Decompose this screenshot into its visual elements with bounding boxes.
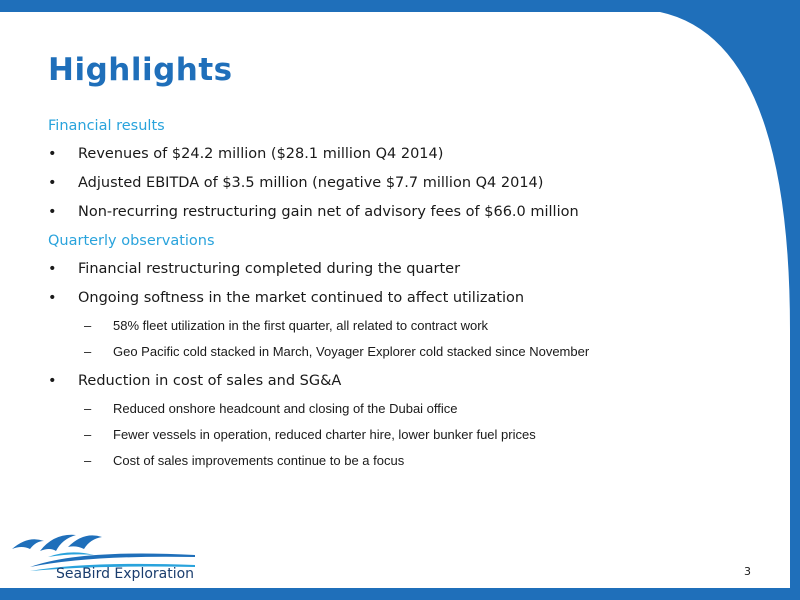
logo-wordmark: SeaBird Exploration (56, 566, 195, 582)
sub-bullet-item (48, 313, 748, 339)
bullet-marker: • (48, 373, 57, 389)
dash-marker: – (84, 318, 92, 333)
dash-marker: – (84, 401, 92, 416)
sub-bullet-text: Cost of sales improvements continue to be a focus (113, 453, 405, 468)
sub-bullet-text: Geo Pacific cold stacked in March, Voyager Explorer cold stacked since November (113, 344, 590, 359)
bullet-item (48, 284, 748, 313)
bullet-marker: • (48, 290, 57, 306)
bullet-text: Ongoing softness in the market continued to affect utilization (78, 290, 525, 306)
bullet-item (48, 169, 748, 198)
sub-bullet-text: Reduced onshore headcount and closing of the Dubai office (113, 401, 458, 416)
bullet-text: Adjusted EBITDA of $3.5 million (negative $7.7 million Q4 2014) (78, 175, 544, 191)
bullet-item (48, 367, 748, 396)
slide-content (48, 112, 748, 474)
bullet-marker: • (48, 261, 57, 277)
bullet-marker: • (48, 204, 57, 220)
bullet-item (48, 140, 748, 169)
bullet-item (48, 198, 748, 227)
sub-bullet-item (48, 396, 748, 422)
sub-bullet-item (48, 339, 748, 365)
bullet-text: Financial restructuring completed during the quarter (78, 261, 461, 277)
section-heading-financial-results: Financial results (48, 118, 165, 134)
bullet-marker: • (48, 175, 57, 191)
sub-bullet-text: Fewer vessels in operation, reduced charter hire, lower bunker fuel prices (113, 427, 536, 442)
sub-bullet-item (48, 422, 748, 448)
section-heading-quarterly-observations: Quarterly observations (48, 233, 215, 249)
bullet-marker: • (48, 146, 57, 162)
dash-marker: – (84, 453, 92, 468)
bullet-item (48, 255, 748, 284)
sub-bullet-text: 58% fleet utilization in the first quarter, all related to contract work (113, 318, 489, 333)
frame-bottom-bar (0, 588, 800, 600)
sub-bullet-item (48, 448, 748, 474)
bullet-text: Revenues of $24.2 million ($28.1 million Q4 2014) (78, 146, 444, 162)
dash-marker: – (84, 427, 92, 442)
dash-marker: – (84, 344, 92, 359)
bullet-text: Non-recurring restructuring gain net of advisory fees of $66.0 million (78, 204, 579, 220)
page-number: 3 (744, 565, 751, 578)
slide-title: Highlights (48, 52, 233, 88)
bullet-text: Reduction in cost of sales and SG&A (78, 373, 342, 389)
